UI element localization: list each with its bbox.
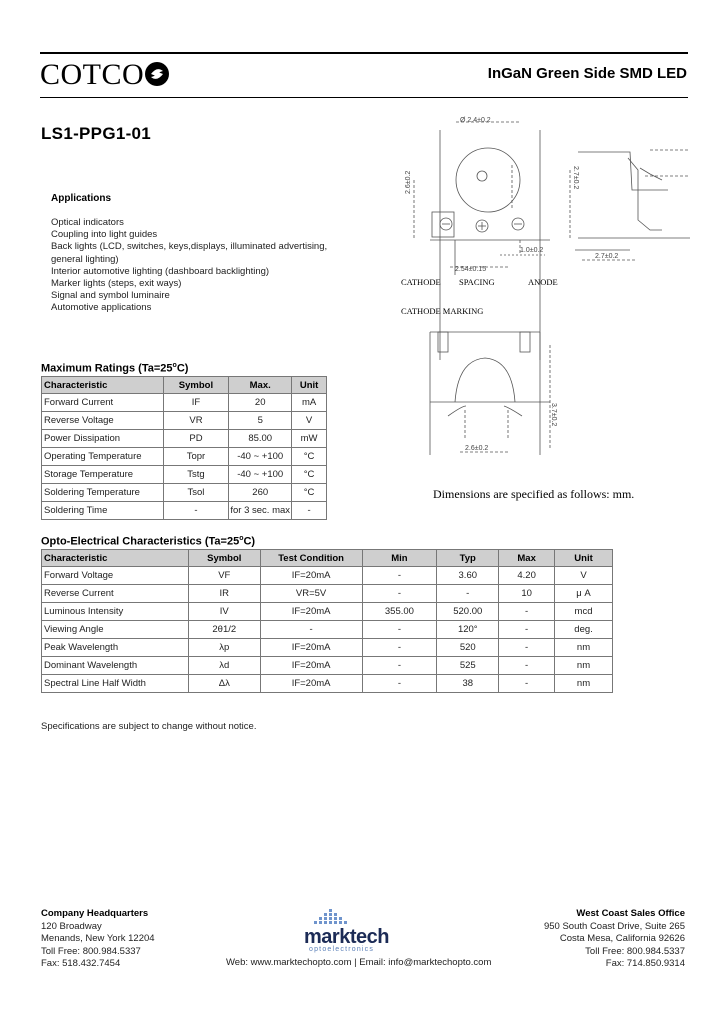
application-item: Back lights (LCD, switches, keys,displays, illuminated advertising, — [51, 241, 328, 253]
cathode-label: CATHODE — [401, 277, 441, 287]
west-coast-block — [544, 908, 685, 971]
contact-line: Web: www.marktechopto.com | Email: info@marktechopto.com — [226, 957, 492, 968]
marktech-dots-icon — [314, 907, 354, 927]
svg-text:2.7±0.2: 2.7±0.2 — [595, 253, 619, 260]
headquarters-block — [41, 908, 155, 971]
column-header: Unit — [555, 550, 613, 567]
application-item: Automotive applications — [51, 302, 152, 314]
table-row: Soldering Time - for 3 sec. max - — [42, 502, 327, 520]
column-header: Min — [362, 550, 437, 567]
hq-phone: Toll Free: 800.984.5337 — [41, 945, 141, 957]
application-item: Signal and symbol luminaire — [51, 290, 170, 302]
part-number: LS1-PPG1-01 — [41, 124, 152, 143]
cotco-logo — [40, 58, 169, 92]
hq-fax: Fax: 518.432.7454 — [41, 958, 121, 969]
table-row: Forward Voltage VF IF=20mA - 3.60 4.20 V — [42, 567, 613, 585]
wc-phone: Toll Free: 800.984.5337 — [585, 945, 685, 957]
spacing-label: SPACING — [459, 277, 495, 287]
svg-text:2.6±0.2: 2.6±0.2 — [465, 445, 489, 452]
table-row: Spectral Line Half Width Δλ IF=20mA - 38 - nm — [42, 675, 613, 693]
applications-heading: Applications — [51, 193, 112, 204]
anode-label: ANODE — [528, 277, 558, 287]
column-header: Test Condition — [260, 550, 362, 567]
top-rule — [40, 52, 688, 54]
logo-text: COTCO — [40, 58, 145, 91]
column-header: Characteristic — [42, 377, 164, 394]
application-item: Optical indicators — [51, 217, 124, 228]
logo-mark-icon — [145, 62, 169, 86]
wc-address: 950 South Coast Drive, Suite 265 — [543, 920, 685, 932]
application-item: Interior automotive lighting (dashboard backlighting) — [51, 265, 270, 277]
svg-text:3.7±0.2: 3.7±0.2 — [550, 403, 557, 427]
opto-title: Opto-Electrical Characteristics $(Ta=25^oC)$ — [41, 535, 256, 548]
wc-title: West Coast Sales Office — [576, 908, 685, 919]
table-row: Dominant Wavelength λd IF=20mA - 525 - nm — [42, 657, 613, 675]
header-rule — [40, 97, 688, 98]
max-ratings-title: Maximum Ratings $(Ta=25^oC)$ — [41, 362, 189, 375]
wc-city: Costa Mesa, California 92626 — [559, 933, 685, 944]
svg-text:2.54±0.15: 2.54±0.15 — [455, 266, 487, 273]
column-header: Max — [499, 550, 555, 567]
column-header: Typ — [437, 550, 499, 567]
table-row: Viewing Angle 2θ1/2 - - 120° - deg. — [42, 621, 613, 639]
application-item: Marker lights (steps, exit ways) — [51, 278, 182, 290]
svg-text:1.0±0.2: 1.0±0.2 — [520, 247, 544, 254]
table-row: Peak Wavelength λp IF=20mA - 520 - nm — [42, 639, 613, 657]
marktech-tagline: optoelectronics — [309, 946, 375, 953]
table-row: Storage Temperature Tstg -40 ~ +100 °C — [42, 466, 327, 484]
table-row: Forward Current IF 20 mA — [42, 394, 327, 412]
table-row: Reverse Current IR VR=5V - - 10 μ A — [42, 585, 613, 603]
marktech-logo: marktech — [304, 926, 389, 948]
table-row: Reverse Voltage VR 5 V — [42, 412, 327, 430]
package-drawing — [400, 110, 700, 480]
applications-list — [51, 217, 327, 315]
document-title: InGaN Green Side SMD LED — [487, 65, 687, 82]
svg-text:Ø 2.4±0.2: Ø 2.4±0.2 — [460, 117, 491, 124]
cathode-marking-label: CATHODE MARKING — [401, 306, 484, 316]
column-header: Characteristic — [42, 550, 189, 567]
column-header: Symbol — [188, 550, 260, 567]
dimensions-note: Dimensions are specified as follows: mm. — [433, 487, 635, 501]
table-row: Power Dissipation PD 85.00 mW — [42, 430, 327, 448]
wc-fax: Fax: 714.850.9314 — [605, 958, 685, 969]
hq-city: Menands, New York 12204 — [41, 933, 155, 944]
specifications-note: Specifications are subject to change without notice. — [41, 721, 257, 732]
application-item: general lighting) — [51, 253, 119, 265]
column-header: Symbol — [163, 377, 229, 394]
svg-text:2.7±0.2: 2.7±0.2 — [572, 166, 579, 190]
table-row: Luminous Intensity IV IF=20mA 355.00 520.00 - mcd — [42, 603, 613, 621]
hq-address: 120 Broadway — [41, 920, 102, 932]
opto-table — [41, 549, 613, 693]
svg-text:2.6±0.2: 2.6±0.2 — [405, 170, 412, 194]
table-row: Operating Temperature Topr -40 ~ +100 °C — [42, 448, 327, 466]
table-row: Soldering Temperature Tsol 260 °C — [42, 484, 327, 502]
column-header: Unit — [292, 377, 327, 394]
hq-title: Company Headquarters — [41, 908, 149, 919]
column-header: Max. — [229, 377, 292, 394]
max-ratings-table — [41, 376, 327, 520]
application-item: Coupling into light guides — [51, 229, 158, 241]
